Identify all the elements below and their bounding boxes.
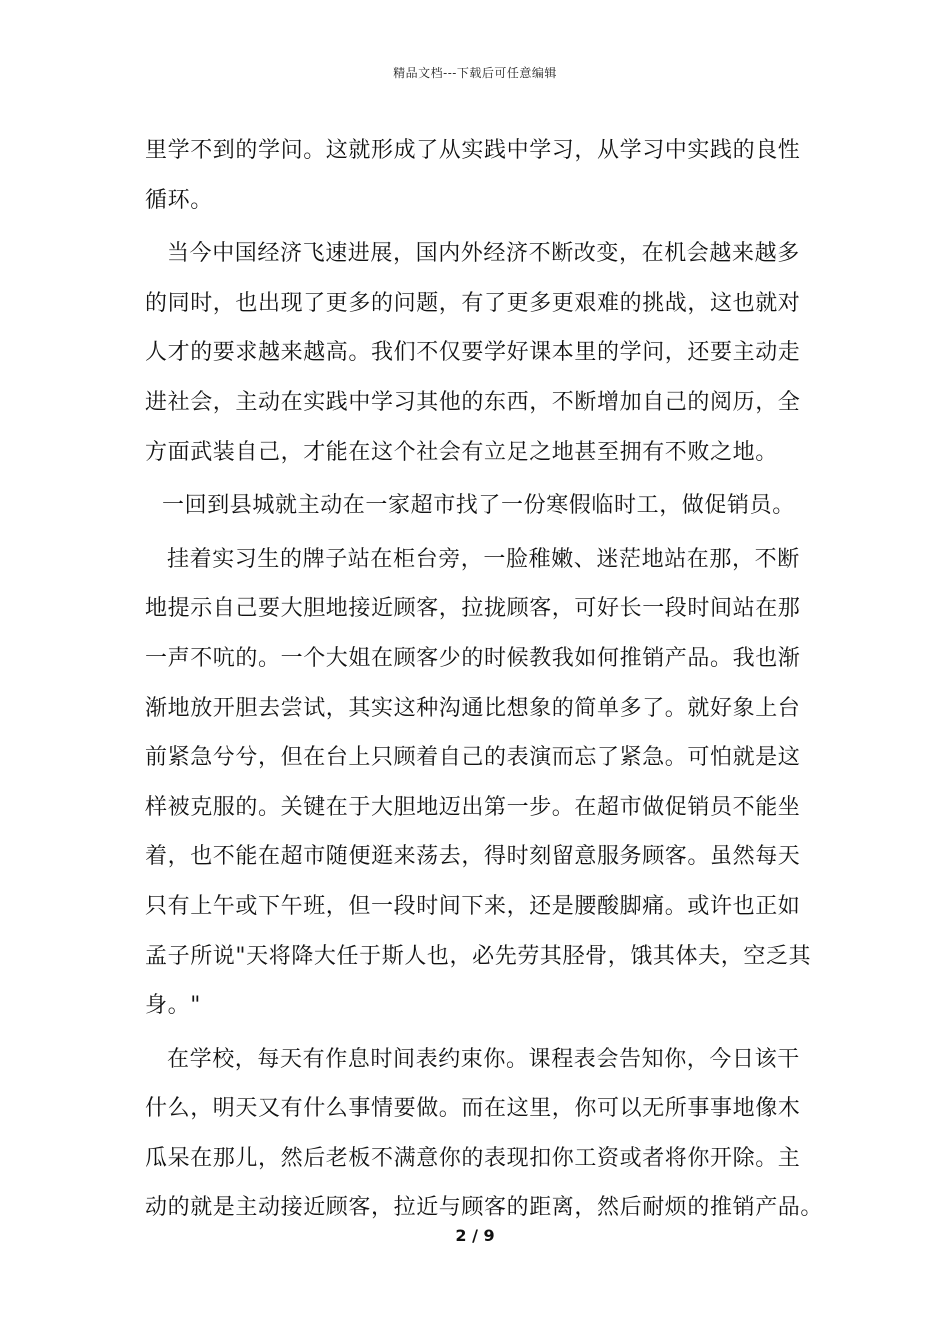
paragraph bbox=[145, 1035, 824, 1233]
page-header: 精品文档---下载后可任意编辑 bbox=[393, 66, 557, 80]
text-line: 孟子所说"天将降大任于斯人也，必先劳其胫骨，饿其体夫，空乏其 bbox=[145, 943, 812, 969]
paragraph bbox=[145, 535, 820, 1031]
text-line: 前紧急兮兮，但在台上只顾着自己的表演而忘了紧急。可怕就是这 bbox=[145, 745, 801, 771]
text-line: 当今中国经济飞速进展，国内外经济不断改变，在机会越来越多 bbox=[167, 241, 800, 267]
text-line: 的同时，也出现了更多的问题，有了更多更艰难的挑战，这也就对 bbox=[145, 290, 801, 316]
text-line: 样被克服的。关键在于大胆地迈出第一步。在超市做促销员不能坐 bbox=[145, 794, 801, 820]
paragraph bbox=[145, 481, 820, 531]
text-line: 渐地放开胆去尝试，其实这种沟通比想象的简单多了。就好象上台 bbox=[145, 695, 801, 721]
text-line: 只有上午或下午班，但一段时间下来，还是腰酸脚痛。或许也正如 bbox=[145, 893, 801, 919]
text-line: 挂着实习生的牌子站在柜台旁，一脸稚嫩、迷茫地站在那，不断 bbox=[167, 546, 800, 572]
text-line: 着，也不能在超市随便逛来荡去，得时刻留意服务顾客。虽然每天 bbox=[145, 844, 801, 870]
page-number: 2 / 9 bbox=[455, 1226, 495, 1245]
text-line: 身。" bbox=[145, 993, 201, 1019]
text-line: 动的就是主动接近顾客，拉近与顾客的距离，然后耐烦的推销产品。 bbox=[145, 1195, 824, 1221]
text-line: 地提示自己要大胆地接近顾客，拉拢顾客，可好长一段时间站在那 bbox=[145, 596, 801, 622]
text-line: 进社会，主动在实践中学习其他的东西，不断增加自己的阅历，全 bbox=[145, 389, 801, 415]
text-line: 方面武装自己，才能在这个社会有立足之地甚至拥有不败之地。 bbox=[145, 439, 778, 465]
text-line: 一回到县城就主动在一家超市找了一份寒假临时工，做促销员。 bbox=[162, 493, 795, 519]
text-line: 什么，明天又有什么事情要做。而在这里，你可以无所事事地像木 bbox=[145, 1096, 801, 1122]
text-line: 里学不到的学问。这就形成了从实践中学习，从学习中实践的良性 bbox=[145, 138, 801, 163]
text-line: 一声不吭的。一个大姐在顾客少的时候教我如何推销产品。我也渐 bbox=[145, 645, 801, 671]
text-line: 瓜呆在那儿，然后老板不满意你的表现扣你工资或者将你开除。主 bbox=[145, 1145, 801, 1171]
text-line: 在学校，每天有作息时间表约束你。课程表会告知你，今日该干 bbox=[167, 1046, 800, 1072]
paragraph bbox=[145, 229, 820, 477]
document-body bbox=[145, 126, 824, 1233]
text-line: 循环。 bbox=[145, 187, 213, 213]
text-line: 人才的要求越来越高。我们不仅要学好课本里的学问，还要主动走 bbox=[145, 340, 801, 366]
paragraph bbox=[145, 126, 820, 225]
